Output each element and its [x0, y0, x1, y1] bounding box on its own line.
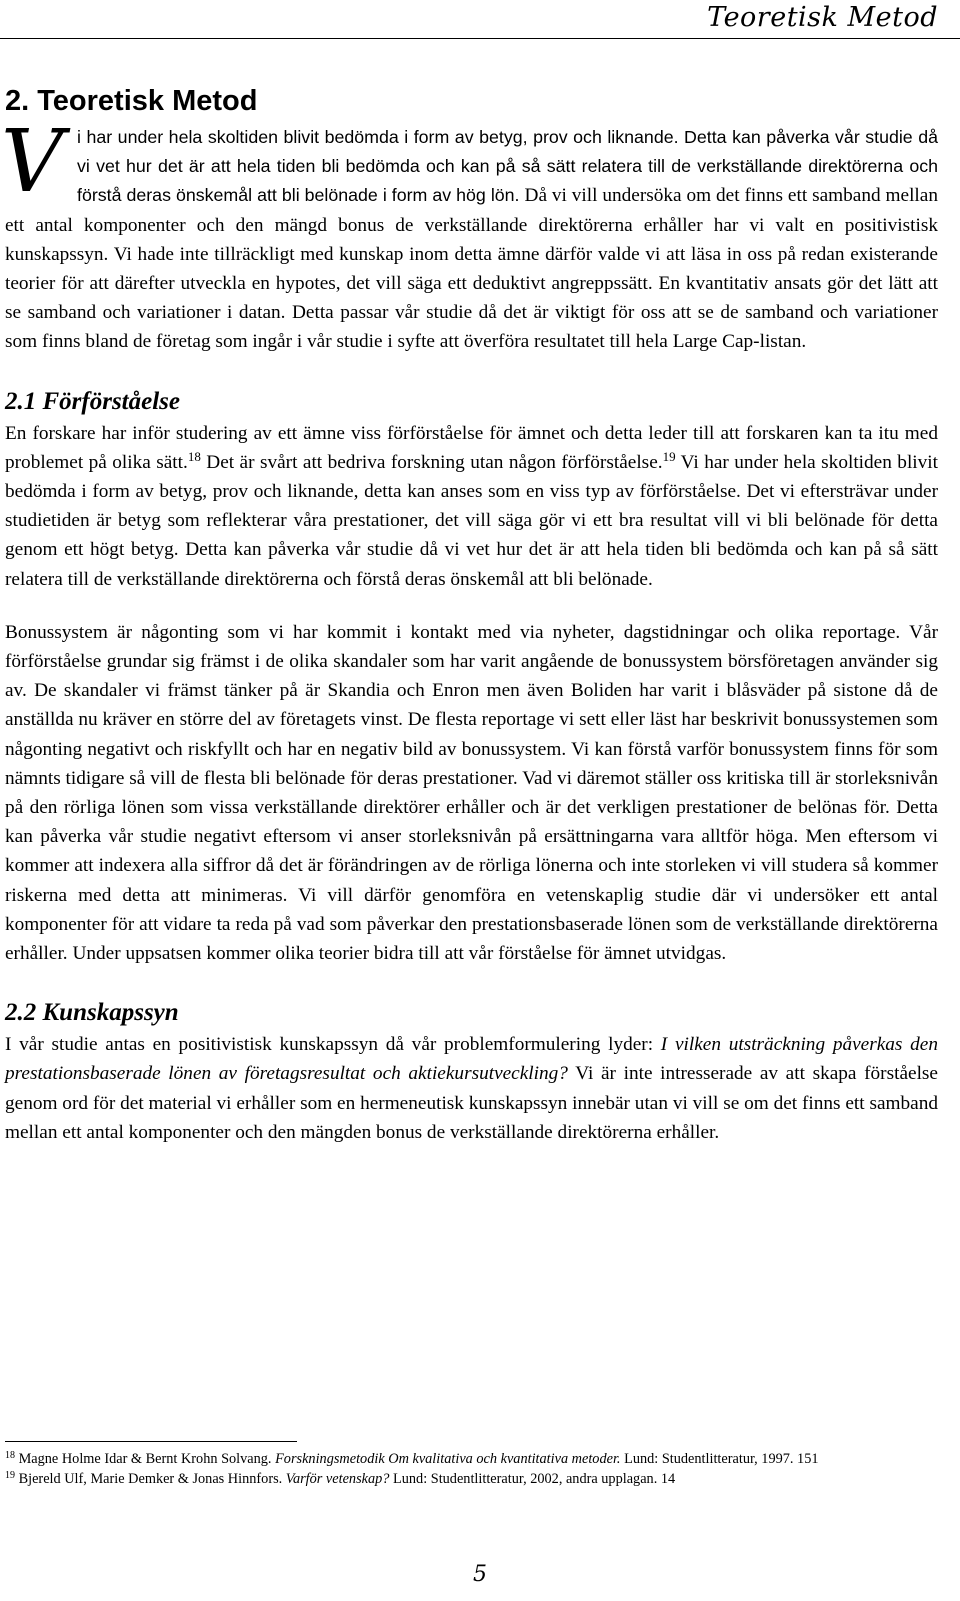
footnote-publication: Lund: Studentlitteratur, 2002, andra upplagan. 14: [389, 1471, 676, 1487]
footnote-authors: Bjereld Ulf, Marie Demker & Jonas Hinnfors.: [18, 1471, 286, 1487]
forforstaelse-paragraph-2: Bonussystem är någonting som vi har kommit i kontakt med via nyheter, dagstidningar och olika reportage. Vår förförståelse grundar sig främst i de olika skandaler som har varit angående de bonussystem börsföretagen använder sig av. De skandaler vi främst tänker på är Skandia och Enron men även Boliden har varit i blåsväder på sistone då de anställda nu kräver en större del av företagets vinst. De flesta reportage vi sett eller läst har beskrivit bonussystemen som någonting negativt och riskfyllt och har en negativ bild av bonussystem. Vi kan förstå varför bonussystem finns för som nämnts tidigare så vill de flesta bli belönade för deras prestationer. Vad vi däremot ställer oss kritiska till är storleksnivån på den rörliga lönen som vissa verkställande direktörer erhåller och är det verkligen prestationer de belönas för. Detta kan påverka vår studie negativt eftersom vi anser storleksnivån på ersättningarna vara alltför höga. Men eftersom vi kommer att indexera alla siffror då det är förändringen av de rörliga lönerna och inte storleken vi vill studera så kommer riskerna med detta att minimeras. Vi vill därför genomföra en vetenskaplig studie där vi undersöker ett antal komponenter för att vidare ta reda på vad som påverkar den prestationsbaserade lönen som de verkställande direktörerna erhåller. Under uppsatsen kommer olika teorier bidra till att vår förståelse för ämnet utvidgas.: [5, 621, 938, 965]
footnote-title: Forskningsmetodik Om kvalitativa och kvantitativa metoder.: [275, 1451, 621, 1467]
chapter-intro-paragraph: [1, 112, 938, 357]
footnote-ref-19[interactable]: 19: [662, 448, 676, 464]
drop-cap-letter: V: [1, 112, 64, 212]
footnote-ref-18[interactable]: 18: [187, 448, 201, 464]
paragraph-text: En forskare har inför studering av ett ämne viss förförståelse för ämnet och detta leder till att forskaren kan ta itu med problemet på olika sätt.: [5, 422, 938, 473]
footnote-title: Varför vetenskap?: [285, 1471, 390, 1487]
intro-serif-text: Då vi vill undersöka om det finns ett samband mellan ett antal komponenter och den mängd bonus de verkställande direktörerna erhåller har vi valt en positivistisk kunskapssyn. Vi hade inte tillräckligt med kunskap inom detta ämne därför valde vi att läsa in oss på redan existerande teorier för att därefter utveckla en hypotes, det vill säga ett deduktivt angreppssätt. En kvantitativ ansats gör det lätt att se samband och variationer i datan. Detta passar vår studie då det är viktigt för oss att se de samband och variationer som finns bland de företag som ingår i vår studie i syfte att överföra resultatet till hela Large Cap-listan.: [5, 185, 938, 353]
paragraph-text: Det är svårt att bedriva forskning utan någon förförståelse.: [200, 451, 663, 473]
kunskapssyn-paragraph: [5, 1030, 938, 1147]
chapter-title: 2. Teoretisk Metod: [5, 85, 258, 117]
forforstaelse-paragraph-1: [5, 419, 938, 594]
footnote-18: [5, 1449, 938, 1469]
research-question: I vilken utsträckning påverkas den prestationsbaserade lönen av företagsresultat och aktiekursutveckling?: [5, 1034, 938, 1085]
footnote-19: [5, 1469, 938, 1489]
running-header-title: Teoretisk Metod: [707, 2, 938, 33]
footnote-separator: [5, 1441, 297, 1442]
paragraph-text: Vi är inte intresserade av att skapa förståelse genom ord för det material vi erhåller som en hermeneutisk kunskapssyn innebär utan vi vill se om det finns ett samband mellan ett antal komponenter och den mängden bonus de verkställande direktörerna erhåller.: [5, 1063, 938, 1143]
footnotes: [5, 1449, 938, 1489]
footnote-publication: Lund: Studentlitteratur, 1997. 151: [620, 1451, 819, 1467]
footnote-number: 19: [5, 1470, 15, 1481]
footnote-number: 18: [5, 1450, 15, 1461]
paragraph-text: Vi har under hela skoltiden blivit bedömda i form av betyg, prov och liknande, detta kan anses som en viss typ av förförståelse. Det vi eftersträvar under studietiden är betyg som reflekterar våra prestationer, det vill säga gör vi ett bra resultat vill vi bli belönade för detta genom ett högt betyg. Detta kan påverka vår studie då vi vet hur det är att hela tiden bli bedömda och kan på så sätt relatera till de verkställande direktörerna och förstå deras önskemål att bli belönade.: [5, 451, 939, 590]
header-rule: [0, 38, 960, 39]
intro-sans-text: i har under hela skoltiden blivit bedömda i form av betyg, prov och liknande. Detta kan påverka vår studie då vi vet hur det är att hela tiden bli bedömda och kan på så sätt relatera till de verkställande direktörerna och förstå deras önskemål att bli belönade i form av hög lön.: [77, 127, 938, 206]
section-heading-forforstaelse: 2.1 Förförståelse: [5, 387, 180, 415]
main-content: [1, 82, 939, 1147]
page-number: 5: [473, 1562, 487, 1587]
footnote-authors: Magne Holme Idar & Bernt Krohn Solvang.: [18, 1451, 276, 1467]
paragraph-text: I vår studie antas en positivistisk kunskapssyn då vår problemformulering lyder:: [5, 1034, 661, 1056]
section-heading-kunskapssyn: 2.2 Kunskapssyn: [5, 999, 179, 1027]
